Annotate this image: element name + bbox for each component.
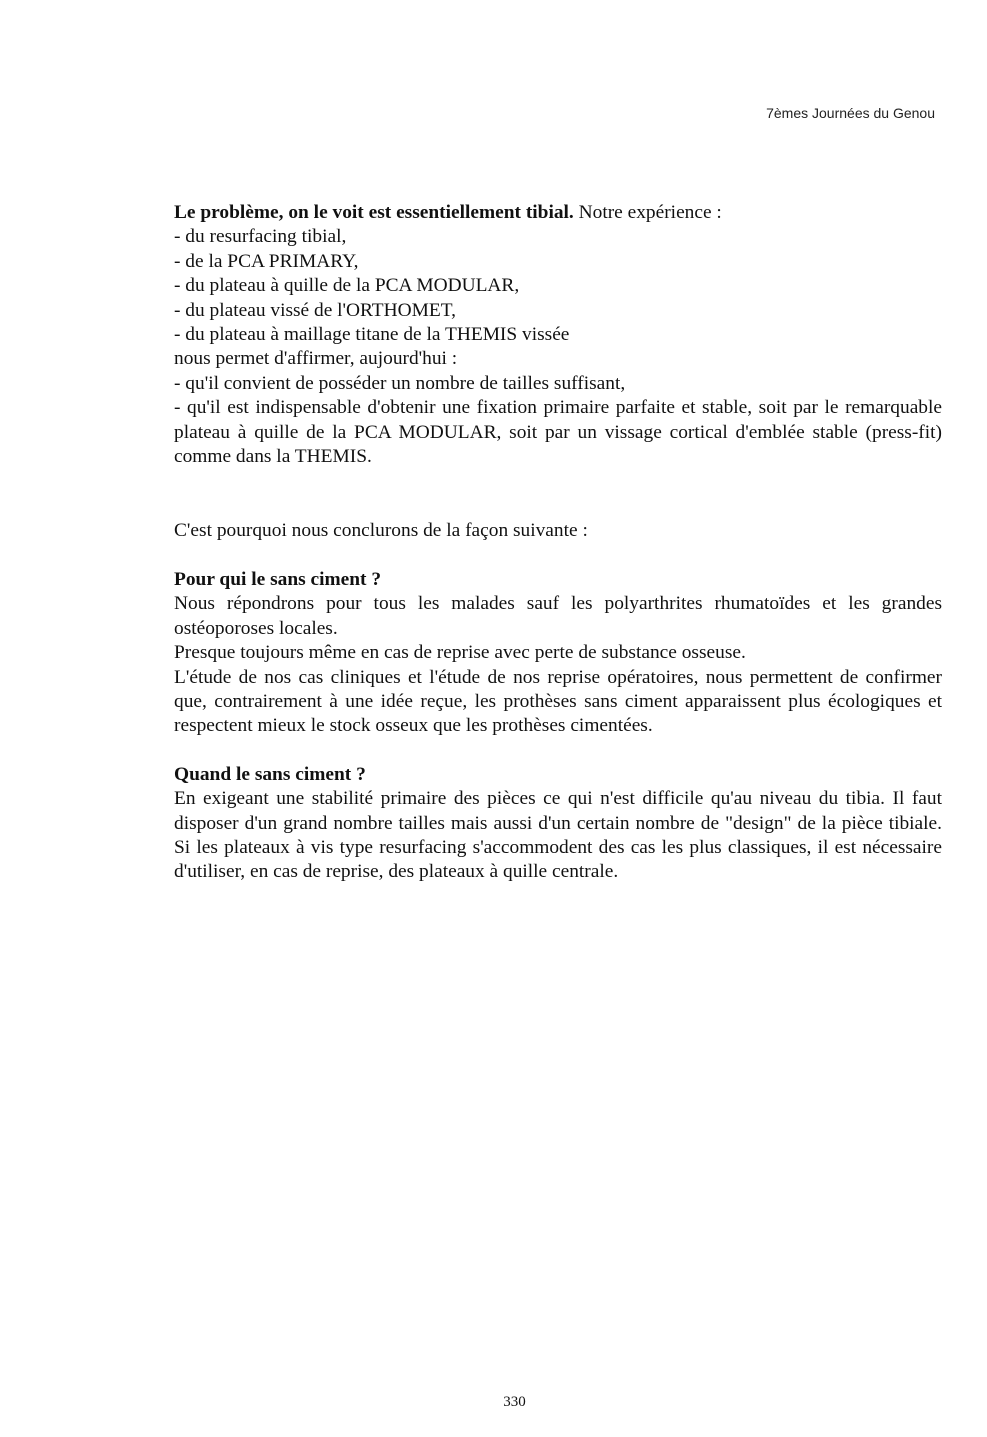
list-item: - qu'il convient de posséder un nombre de tailles suffisant,: [174, 372, 626, 394]
section1-lead: [174, 201, 942, 225]
running-header: 7èmes Journées du Genou: [766, 105, 935, 121]
paragraph: En exigeant une stabilité primaire des pièces ce qui n'est difficile qu'au niveau du tibia. Il faut disposer d'un grand nombre tailles mais aussi d'un certain nombre de "design" de la pièce tibiale. Si les plateaux à vis type resurfacing s'accommodent des cas les plus classiques, il est nécessaire d'utiliser, en cas de reprise, des plateaux à quille centrale.: [174, 788, 942, 883]
section-heading-quand: Quand le sans ciment ?: [174, 763, 366, 785]
document-body: [174, 201, 942, 885]
list-item: - qu'il est indispensable d'obtenir une fixation primaire parfaite et stable, soit par le remarquable plateau à quille de la PCA MODULAR, soit par un vissage cortical d'emblée stable (press-fit) comme dans la THEMIS.: [174, 397, 942, 468]
section1-lead-bold: Le problème, on le voit est essentiellement tibial.: [174, 202, 574, 223]
paragraph: Presque toujours même en cas de reprise avec perte de substance osseuse.: [174, 642, 746, 664]
page-number: 330: [503, 1394, 526, 1410]
list-item: - du resurfacing tibial,: [174, 226, 347, 248]
paragraph: L'étude de nos cas cliniques et l'étude de nos reprise opératoires, nous permettent de confirmer que, contrairement à une idée reçue, les prothèses sans ciment apparaissent plus écologiques et respectent mieux le stock osseux que les prothèses cimentées.: [174, 666, 942, 737]
spacer: [174, 739, 942, 763]
list-item: - du plateau à quille de la PCA MODULAR,: [174, 275, 520, 297]
list-item: - de la PCA PRIMARY,: [174, 250, 359, 272]
spacer: [174, 544, 942, 568]
list-item: - du plateau à maillage titane de la THEMIS vissée: [174, 324, 570, 346]
conclusion-intro: C'est pourquoi nous conclurons de la façon suivante :: [174, 520, 588, 542]
paragraph: Nous répondrons pour tous les malades sauf les polyarthrites rhumatoïdes et les grandes ostéoporoses locales.: [174, 593, 942, 639]
section1-lead-rest: Notre expérience :: [573, 202, 722, 223]
section-heading-pour-qui: Pour qui le sans ciment ?: [174, 568, 382, 590]
list-item: - du plateau vissé de l'ORTHOMET,: [174, 299, 456, 321]
section1-intro2: nous permet d'affirmer, aujourd'hui :: [174, 348, 458, 370]
spacer: [174, 469, 942, 519]
